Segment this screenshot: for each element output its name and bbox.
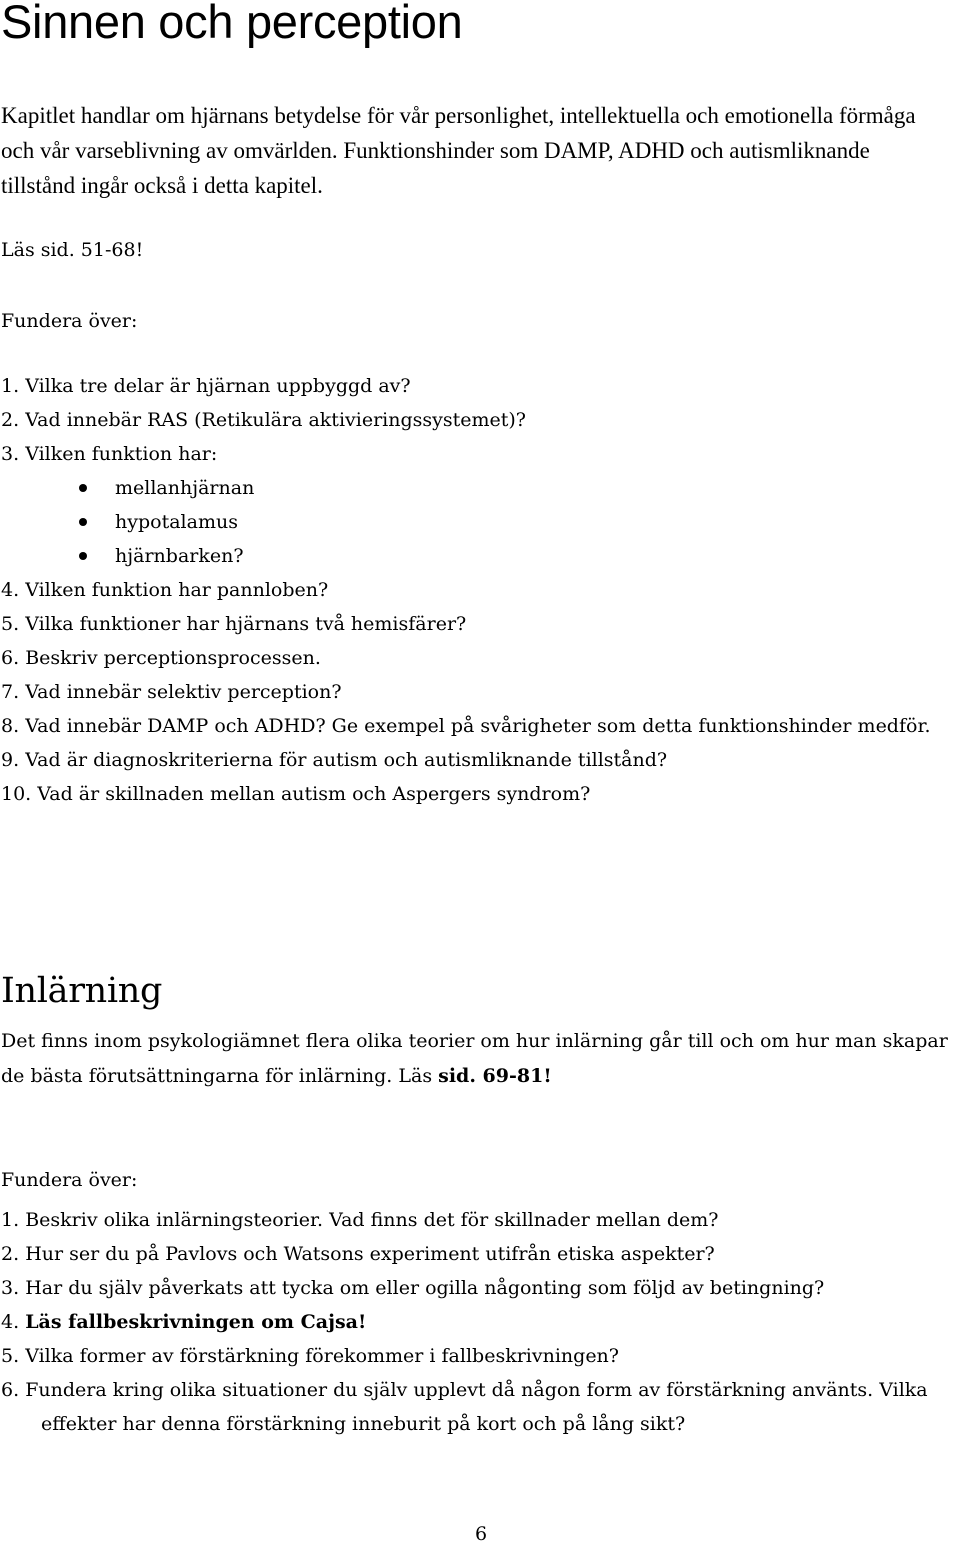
chapter-intro: Kapitlet handlar om hjärnans betydelse för vår personlighet, intellektuella och emotionella förmåga och vår varseblivning av omvärlden. Funktionshinder som DAMP, ADHD och autismliknande tillstånd ingår också i detta kapitel. bbox=[1, 103, 916, 198]
question-text: Vad innebär selektiv perception? bbox=[25, 681, 342, 703]
sub-item-text: mellanhjärnan bbox=[115, 477, 255, 499]
question-number: 1. bbox=[1, 375, 20, 397]
question-number: 5. bbox=[1, 1345, 20, 1367]
section-intro-text: Det finns inom psykologiämnet flera olika teorier om hur inlärning går till och om hur man skapar de bästa förutsättningarna för inlärning. Läs bbox=[1, 1030, 948, 1087]
question-text: Vilka former av förstärkning förekommer i fallbeskrivningen? bbox=[25, 1345, 619, 1367]
question-item bbox=[1, 777, 956, 811]
question-text: Vilka tre delar är hjärnan uppbyggd av? bbox=[25, 375, 411, 397]
question-text: Vilken funktion har pannloben? bbox=[25, 579, 329, 601]
question-item bbox=[1, 641, 956, 675]
sub-item bbox=[79, 505, 956, 539]
sub-item-text: hypotalamus bbox=[115, 511, 238, 533]
question-item bbox=[1, 1305, 956, 1339]
question-number: 8. bbox=[1, 715, 20, 737]
question-number: 5. bbox=[1, 613, 20, 635]
question-number: 3. bbox=[1, 1277, 20, 1299]
sub-item-text: hjärnbarken? bbox=[115, 545, 244, 567]
question-number: 7. bbox=[1, 681, 20, 703]
page-number: 6 bbox=[475, 1523, 488, 1545]
question-text: Vad innebär DAMP och ADHD? Ge exempel på svårigheter som detta funktionshinder medför. bbox=[25, 715, 931, 737]
question-number: 2. bbox=[1, 409, 20, 431]
question-item bbox=[1, 1203, 956, 1237]
bullet-icon bbox=[79, 518, 87, 526]
question-number: 6. bbox=[1, 647, 20, 669]
section-intro-pages: sid. 69-81! bbox=[438, 1065, 552, 1087]
question-text: Fundera kring olika situationer du själv upplevt då någon form av förstärkning använts. Vilka effekter har denna förstärkning inneburit på kort och på lång sikt? bbox=[25, 1379, 928, 1435]
question-text: Har du själv påverkats att tycka om eller ogilla någonting som följd av betingning? bbox=[25, 1277, 825, 1299]
question-text: Vad innebär RAS (Retikulära aktivieringssystemet)? bbox=[25, 409, 526, 431]
question-item bbox=[1, 675, 956, 709]
sub-item bbox=[79, 471, 956, 505]
question-item bbox=[1, 437, 956, 573]
question-item bbox=[1, 1237, 956, 1271]
question-number: 6. bbox=[1, 1379, 20, 1401]
question-number: 9. bbox=[1, 749, 20, 771]
question-item bbox=[1, 573, 956, 607]
consider-heading: Fundera över: bbox=[1, 310, 138, 332]
question-list bbox=[1, 369, 956, 811]
sub-item bbox=[79, 539, 956, 573]
question-number: 1. bbox=[1, 1209, 20, 1231]
question-text: Hur ser du på Pavlovs och Watsons experiment utifrån etiska aspekter? bbox=[25, 1243, 715, 1265]
question-number: 10. bbox=[1, 783, 32, 805]
question-item bbox=[1, 709, 956, 743]
page-title: Sinnen och perception bbox=[1, 0, 463, 48]
question-text: Läs fallbeskrivningen om Cajsa! bbox=[25, 1311, 367, 1333]
question-text: Beskriv perceptionsprocessen. bbox=[25, 647, 321, 669]
question-item bbox=[1, 607, 956, 641]
sub-list bbox=[79, 471, 956, 573]
question-item bbox=[1, 403, 956, 437]
question-item bbox=[1, 369, 956, 403]
question-list bbox=[1, 1203, 956, 1441]
question-item bbox=[1, 1373, 956, 1441]
question-item bbox=[1, 1339, 956, 1373]
bullet-icon bbox=[79, 552, 87, 560]
section-title: Inlärning bbox=[1, 971, 163, 1011]
question-number: 4. bbox=[1, 579, 20, 601]
question-text: Vilka funktioner har hjärnans två hemisfärer? bbox=[25, 613, 467, 635]
question-item bbox=[1, 1271, 956, 1305]
reading-assignment: Läs sid. 51-68! bbox=[1, 239, 144, 261]
question-text: Vilken funktion har: bbox=[25, 443, 218, 465]
question-number: 2. bbox=[1, 1243, 20, 1265]
question-number: 4. bbox=[1, 1311, 20, 1333]
consider-heading: Fundera över: bbox=[1, 1169, 138, 1191]
question-item bbox=[1, 743, 956, 777]
question-number: 3. bbox=[1, 443, 20, 465]
question-text: Beskriv olika inlärningsteorier. Vad finns det för skillnader mellan dem? bbox=[25, 1209, 719, 1231]
question-text: Vad är diagnoskriterierna för autism och autismliknande tillstånd? bbox=[25, 749, 668, 771]
question-text: Vad är skillnaden mellan autism och Aspergers syndrom? bbox=[37, 783, 591, 805]
bullet-icon bbox=[79, 484, 87, 492]
section-intro bbox=[1, 1024, 951, 1094]
